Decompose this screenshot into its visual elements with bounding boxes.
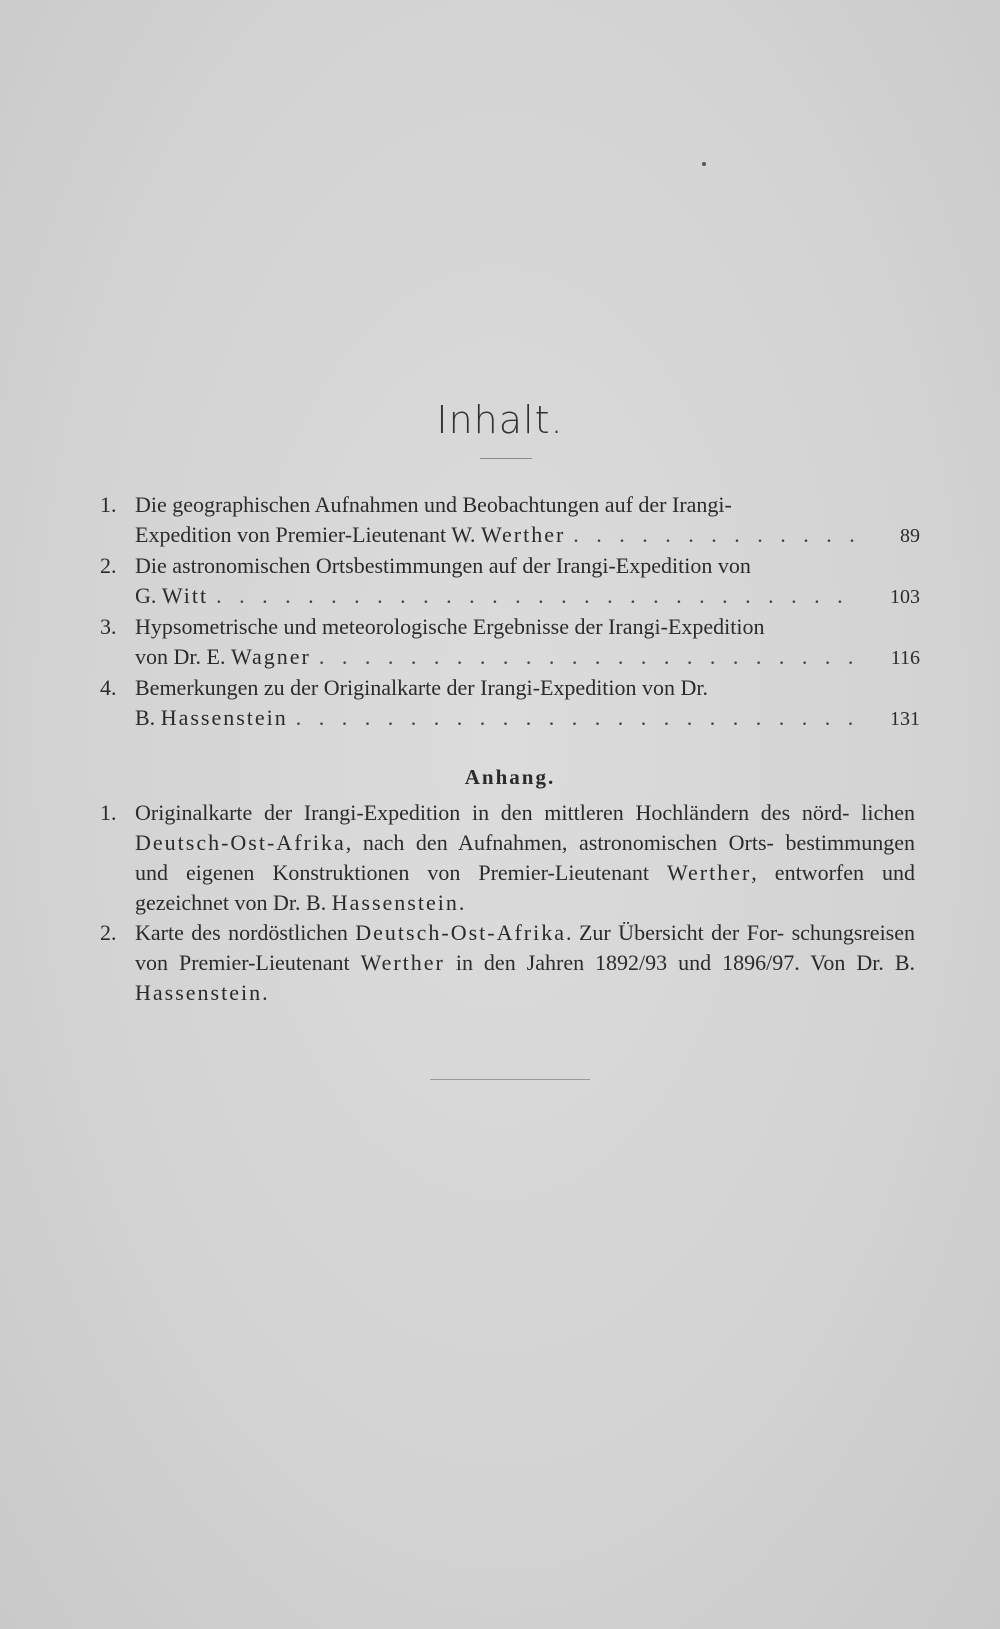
toc-entry-page-number[interactable]: 89 bbox=[900, 525, 920, 547]
toc-entry-title-line1: Die astronomischen Ortsbestimmungen auf der Irangi-Expedition von bbox=[135, 553, 751, 578]
appendix-item-text: . bbox=[458, 890, 465, 915]
toc-entry-title-text: B. bbox=[135, 705, 156, 730]
appendix-item bbox=[100, 918, 915, 1008]
appendix-item-emphasis: Hassenstein bbox=[135, 980, 263, 1005]
appendix-item-emphasis: Werther bbox=[666, 860, 752, 885]
toc-entry-page-number[interactable]: 103 bbox=[890, 586, 920, 608]
appendix-item-text: . bbox=[262, 980, 268, 1005]
page-title: Inhalt. bbox=[436, 398, 564, 442]
toc-entry-author: Witt bbox=[161, 583, 209, 608]
appendix-item-text: , nach den Aufnahmen, astronomischen Orts- bestimmungen und eigenen Konstruktionen von Premier-Lieutenant bbox=[135, 830, 915, 885]
toc-entry-number: 3. bbox=[100, 614, 117, 639]
toc-entry-author: Hassenstein bbox=[160, 705, 288, 730]
toc-entry-title-text: von Dr. E. bbox=[135, 644, 226, 669]
toc-entry-author: Wagner bbox=[230, 644, 311, 669]
appendix-item-emphasis: Deutsch-Ost-Afrika bbox=[135, 830, 346, 855]
toc-entry-title-line2 bbox=[135, 520, 920, 551]
appendix-item-text: in den Jahren 1892/93 und 1896/97. Von Dr. B. bbox=[444, 950, 915, 975]
title-divider bbox=[480, 458, 532, 459]
toc-entry-author: Werther bbox=[480, 522, 566, 547]
toc-entry-number: 2. bbox=[100, 553, 117, 578]
closing-divider bbox=[430, 1079, 590, 1080]
toc-entry bbox=[100, 612, 920, 673]
appendix-item bbox=[100, 798, 915, 918]
dot-leader bbox=[565, 520, 858, 550]
toc-entry bbox=[100, 551, 920, 612]
toc-entry bbox=[100, 490, 920, 551]
appendix-item-emphasis: Hassenstein bbox=[331, 890, 459, 915]
appendix-item-text: Karte des nordöstlichen bbox=[135, 920, 356, 945]
appendix-item-text: , entworfen und gezeichnet von Dr. B. bbox=[135, 860, 915, 915]
appendix-item-number: 2. bbox=[100, 920, 117, 945]
toc-entry-title-line1: Bemerkungen zu der Originalkarte der Irangi-Expedition von Dr. bbox=[135, 675, 709, 700]
toc-entry-number: 4. bbox=[100, 675, 117, 700]
appendix-item-emphasis: Werther bbox=[360, 950, 445, 975]
toc-entry-title-line2 bbox=[135, 581, 920, 612]
dot-leader bbox=[288, 703, 858, 733]
dot-leader bbox=[311, 642, 858, 672]
appendix-item-text: . Zur Übersicht der For- schungsreisen von Premier-Lieutenant bbox=[135, 920, 916, 975]
toc-entry-title-text: Expedition von Premier-Lieutenant W. bbox=[135, 522, 476, 547]
toc-entry-title-text: G. bbox=[135, 583, 157, 608]
toc-entry-title-line1: Die geographischen Aufnahmen und Beobachtungen auf der Irangi- bbox=[135, 492, 732, 517]
toc-entry-title-line2 bbox=[135, 703, 920, 734]
appendix-item-text: Originalkarte der Irangi-Expedition in den mittleren Hochländern des nörd- lichen bbox=[135, 800, 915, 825]
appendix-list bbox=[100, 798, 920, 1008]
appendix-item-emphasis: Deutsch-Ost-Afrika bbox=[355, 920, 567, 945]
toc-entry-title-line2 bbox=[135, 642, 920, 673]
toc-entry bbox=[100, 673, 920, 734]
dot-leader bbox=[208, 581, 858, 611]
toc-entry-title-line1: Hypsometrische und meteorologische Ergebnisse der Irangi-Expedition bbox=[135, 614, 765, 639]
toc-entry-page-number[interactable]: 116 bbox=[890, 647, 920, 669]
toc-entry-number: 1. bbox=[100, 492, 117, 517]
table-of-contents bbox=[100, 490, 920, 1008]
toc-entry-page-number[interactable]: 131 bbox=[890, 708, 920, 730]
appendix-item-number: 1. bbox=[100, 800, 117, 825]
ink-speck bbox=[702, 162, 706, 166]
appendix-heading: Anhang. bbox=[464, 765, 556, 789]
